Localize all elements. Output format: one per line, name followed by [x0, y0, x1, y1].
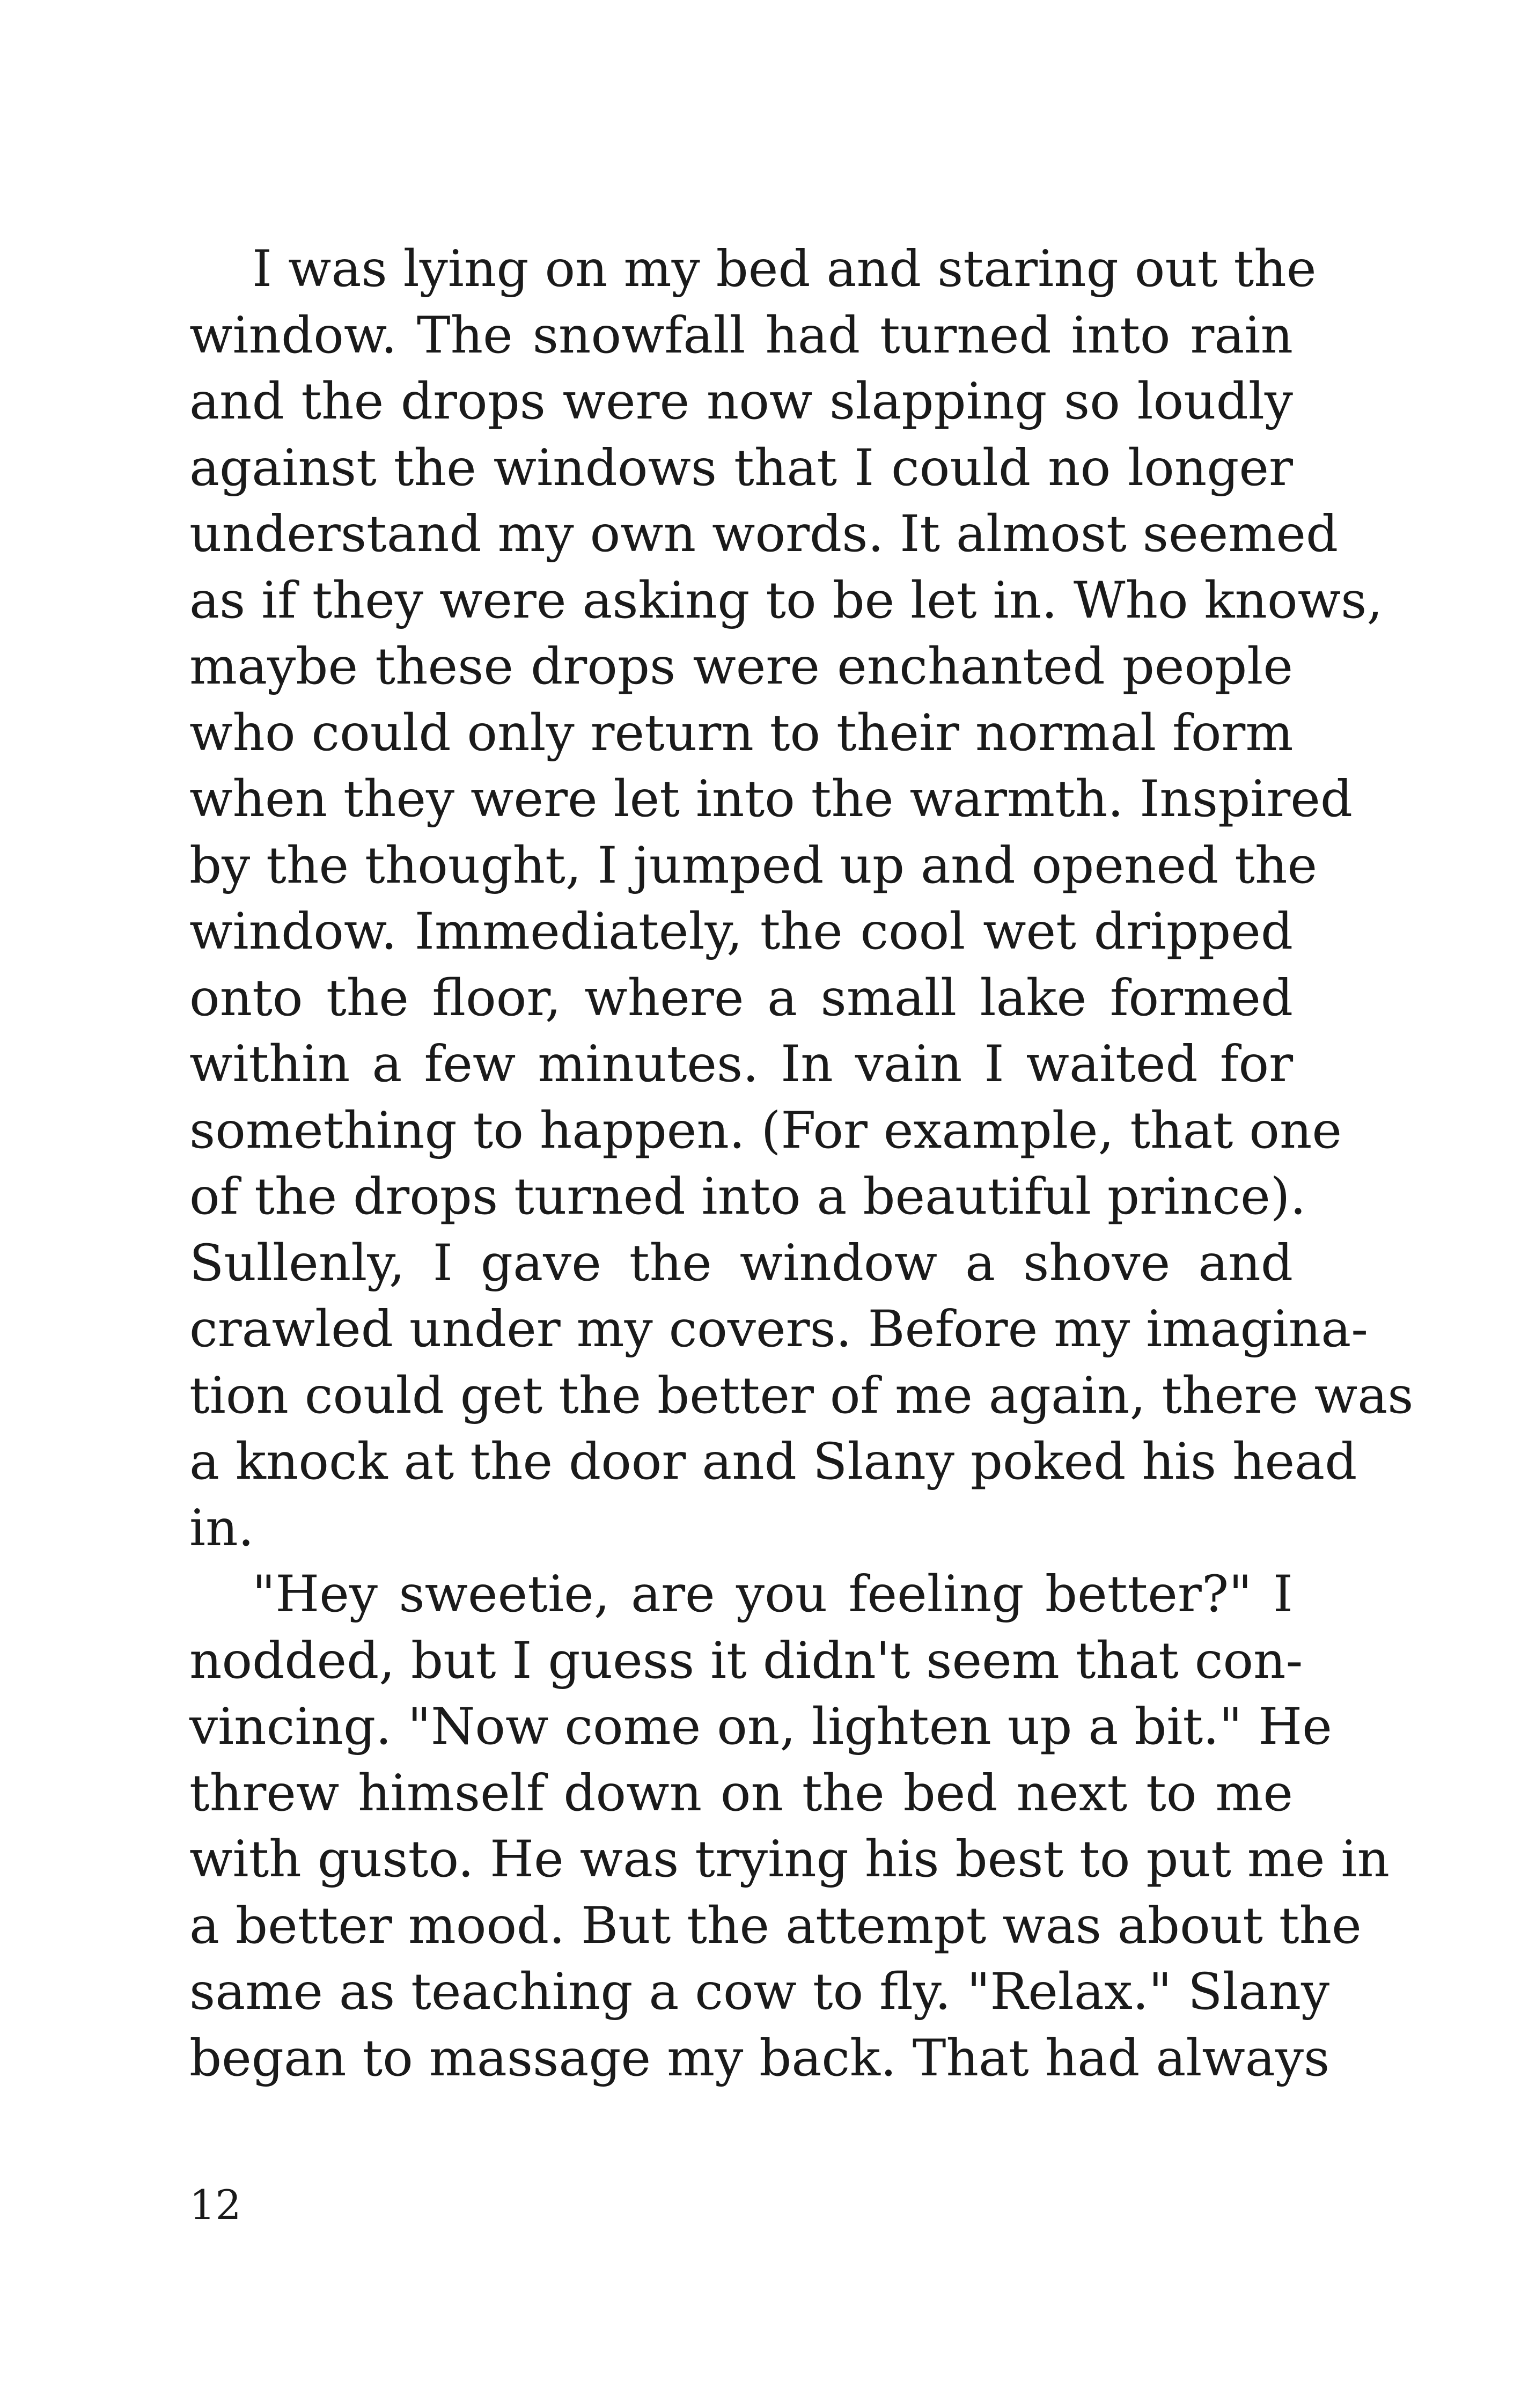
text-line: crawled under my covers. Before my imagina- — [189, 1300, 1369, 1359]
text-line: threw himself down on the bed next to me — [189, 1764, 1293, 1823]
paragraph-2 — [189, 1561, 1390, 2091]
text-line: a knock at the door and Slany poked his head — [189, 1433, 1357, 1491]
text-line: of the drops turned into a beautiful prince). — [189, 1168, 1306, 1226]
page-number: 12 — [189, 2181, 241, 2229]
text-line: began to massage my back. That had always — [189, 2029, 1330, 2088]
text-line: who could only return to their normal form — [189, 703, 1294, 762]
text-line: in. — [189, 1499, 254, 1558]
text-line: within a few minutes. In vain I waited for — [189, 1035, 1293, 1093]
text-line: nodded, but I guess it didn't seem that con- — [189, 1631, 1303, 1690]
text-line: window. The snowfall had turned into rain — [189, 306, 1293, 365]
text-line: same as teaching a cow to fly. "Relax." Slany — [189, 1963, 1330, 2021]
text-line: against the windows that I could no longer — [189, 438, 1293, 497]
text-line: maybe these drops were enchanted people — [189, 637, 1293, 696]
text-line: Sullenly, I gave the window a shove and — [189, 1234, 1293, 1293]
text-line: window. Immediately, the cool wet dripped — [189, 902, 1293, 961]
text-line: vincing. "Now come on, lighten up a bit." He — [189, 1698, 1332, 1756]
text-line: as if they were asking to be let in. Who knows, — [189, 571, 1383, 630]
text-line: by the thought, I jumped up and opened the — [189, 836, 1318, 895]
text-line: onto the floor, where a small lake formed — [189, 968, 1293, 1027]
body-text — [189, 236, 1414, 2091]
text-line: understand my own words. It almost seemed — [189, 505, 1339, 563]
text-line: when they were let into the warmth. Inspired — [189, 770, 1353, 828]
text-line: I was lying on my bed and staring out the — [252, 240, 1317, 298]
text-line: with gusto. He was trying his best to put me in — [189, 1830, 1390, 1889]
paragraph-1 — [189, 236, 1414, 1561]
text-line: "Hey sweetie, are you feeling better?" I — [252, 1565, 1293, 1624]
text-line: tion could get the better of me again, there was — [189, 1366, 1414, 1425]
text-line: and the drops were now slapping so loudly — [189, 372, 1293, 431]
text-line: something to happen. (For example, that one — [189, 1101, 1342, 1160]
text-line: a better mood. But the attempt was about the — [189, 1896, 1362, 1955]
